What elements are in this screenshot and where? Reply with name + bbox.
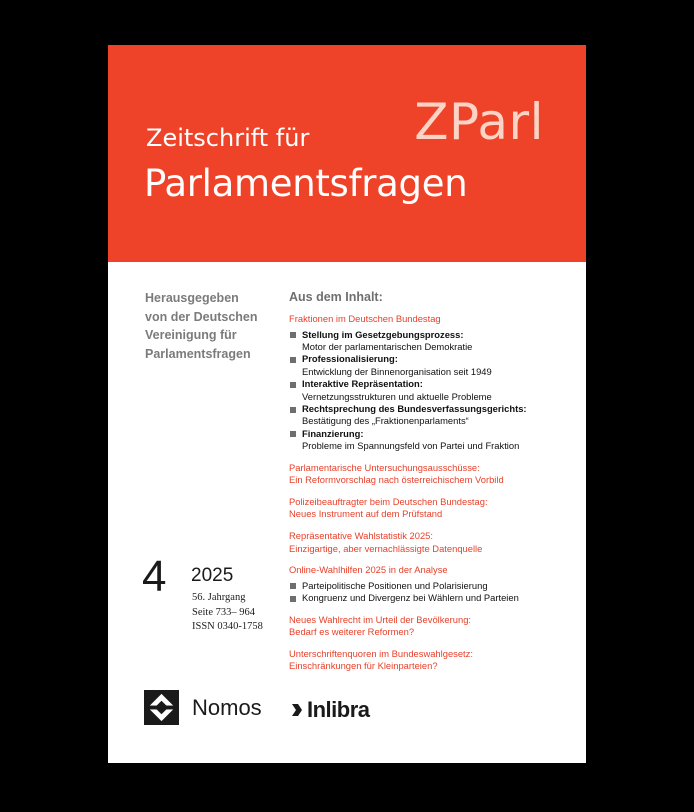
journal-cover [108,45,586,763]
square-bullet-icon [290,382,296,388]
contents-section [289,496,579,521]
bullet-text-line: Motor der parlamentarischen Demokratie [302,341,473,352]
section-title-line: Neues Instrument auf dem Prüfstand [289,508,443,520]
section-title-line: Ein Reformvorschlag nach österreichischem Vorbild [289,474,504,486]
contents-bullet [289,329,579,354]
inlibra-wordmark: Inlibra [307,697,370,722]
section-title-line: Repräsentative Wahlstatistik 2025: [289,530,433,542]
bullet-text-line: Bestätigung des „Fraktionenparlaments“ [302,415,469,427]
section-title-line: Neues Wahlrecht im Urteil der Bevölkerung: [289,613,472,625]
section-title-line: Unterschriftenquoren im Bundeswahlgesetz: [289,647,473,659]
section-title [289,564,579,577]
bullet-text-line: Parteipolitische Positionen und Polarisierung [302,579,488,591]
publisher-line: Vereinigung für [145,328,237,342]
publisher-note [145,289,265,363]
inlibra-logo [292,697,370,723]
contents-section [289,648,579,673]
journal-title-line2: Parlamentsfragen [144,162,468,205]
bullet-text-line: Rechtsprechung des Bundesverfassungsgerichts: [302,403,527,415]
bullet-text-line: Finanzierung: [302,427,364,439]
contents-section [289,530,579,555]
section-title [289,313,579,326]
bullet-text-line: Kongruenz und Divergenz bei Wählern und Parteien [302,592,519,604]
issue-year: 2025 [191,565,234,586]
bullet-text-line: Stellung im Gesetzgebungsprozess: [302,328,464,340]
bullet-text-line: Interaktive Repräsentation: [302,378,423,390]
nomos-logo-icon [144,690,179,725]
nomos-wordmark: Nomos [192,695,262,720]
section-title [289,648,579,673]
publisher-line: Parlamentsfragen [145,346,251,361]
section-title-line: Fraktionen im Deutschen Bundestag [289,313,441,324]
contents-bullet [289,428,579,453]
bullet-text-line: Entwicklung der Binnenorganisation seit 1949 [302,365,492,377]
contents-bullet [289,353,579,378]
inlibra-mark-icon [292,700,304,720]
bullet-text-line: Probleme im Spannungsfeld von Partei und Fraktion [302,440,520,452]
square-bullet-icon [290,357,296,363]
square-bullet-icon [290,332,296,338]
section-title-line: Parlamentarische Untersuchungsausschüsse: [289,461,480,473]
contents-section [289,462,579,487]
issue-volume: 56. Jahrgang [192,592,246,603]
contents-section [289,313,579,453]
section-title-line: Bedarf es weiterer Reformen? [289,626,415,638]
contents-section [289,564,579,604]
section-title-line: Einschränkungen für Kleinparteien? [289,660,438,672]
issue-pages: Seite 733– 964 [192,606,255,618]
square-bullet-icon [290,407,296,413]
square-bullet-icon [290,431,296,437]
section-title-line: Online-Wahlhilfen 2025 in der Analyse [289,564,448,576]
publisher-line: Herausgegeben [145,291,239,305]
section-title [289,530,579,555]
contents-bullet [289,580,579,592]
contents-bullet [289,403,579,428]
contents-bullet [289,378,579,403]
bullet-text-line: Vernetzungsstrukturen und aktuelle Probleme [302,390,492,402]
publisher-line: von der Deutschen [145,309,258,324]
journal-title-line1: Zeitschrift für [146,124,310,152]
table-of-contents [289,289,579,682]
issue-issn: ISSN 0340-1758 [192,621,263,632]
contents-section [289,614,579,639]
section-title-line: Einzigartige, aber vernachlässigte Datenquelle [289,542,483,554]
contents-heading: Aus dem Inhalt: [289,290,383,304]
square-bullet-icon [290,583,296,589]
section-title-line: Polizeibeauftragter beim Deutschen Bundestag: [289,495,488,507]
issue-number: 4 [142,552,167,601]
section-title [289,614,579,639]
issue-meta [192,591,263,635]
journal-brand: ZParl [414,93,544,151]
section-title [289,496,579,521]
section-title [289,462,579,487]
title-banner [108,45,586,262]
contents-bullet [289,592,579,604]
bullet-text-line: Professionalisierung: [302,353,398,365]
square-bullet-icon [290,596,296,602]
